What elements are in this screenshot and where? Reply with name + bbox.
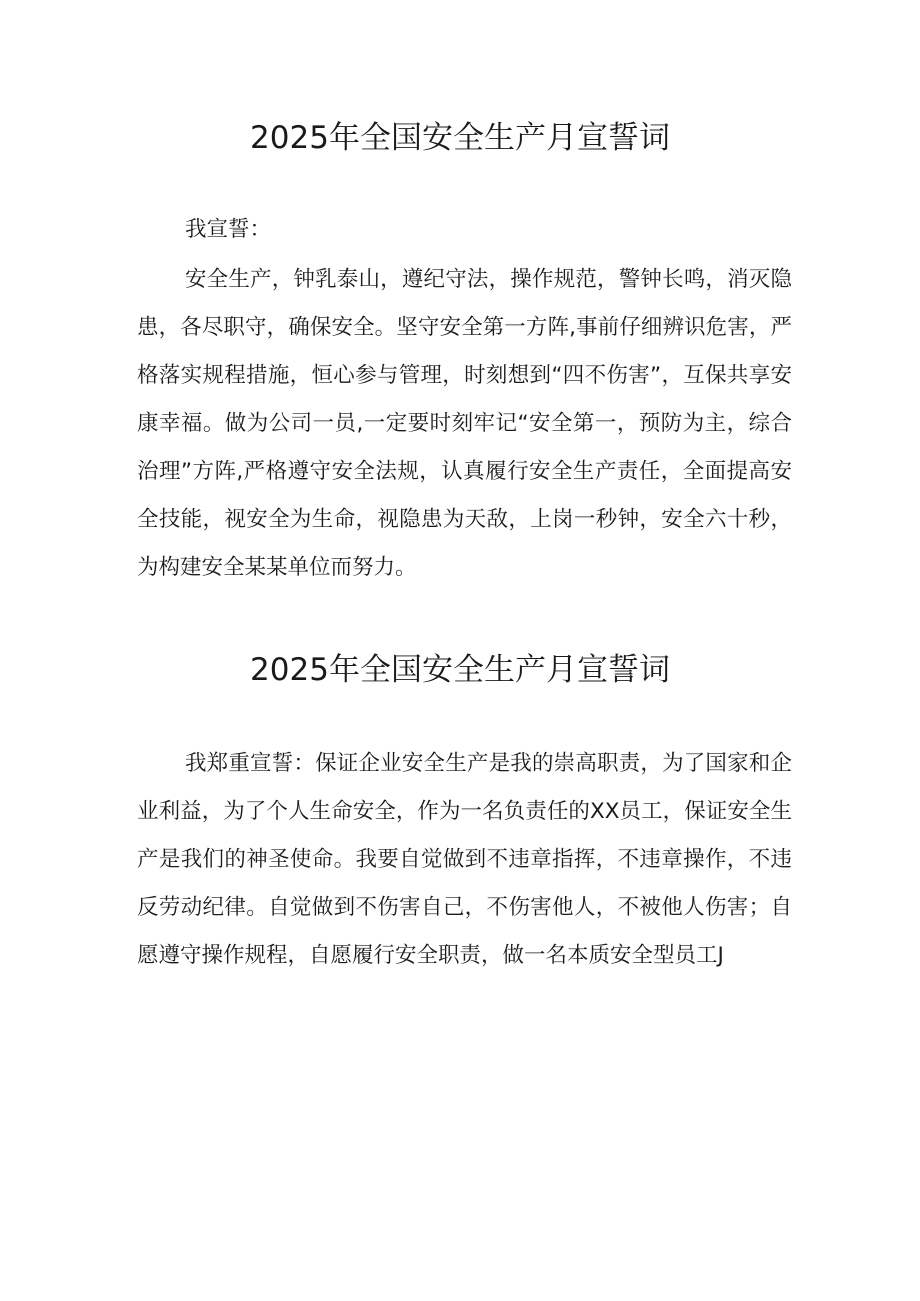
oath-paragraph: 安全生产，钟乳泰山，遵纪守法，操作规范，警钟长鸣，消灭隐患，各尽职守，确保安全。坚守安全第一方阵,事前仔细辨识危害，严格落实规程措施，恒心参与管理，时刻想到“四不伤害”，互保共享安康幸福。做为公司一员,一定要时刻牢记“安全第一，预防为主，综合治理”方阵,严格遵守安全法规，认真履行安全生产责任，全面提高安全技能，视安全为生命，视隐患为天敌，上岗一秒钟，安全六十秒，为构建安全某某单位而努力。 xyxy=(137,267,792,580)
oath-salutation: 我宣誓： xyxy=(185,217,272,242)
oath-paragraph-second: 我郑重宣誓：保证企业安全生产是我的崇高职责，为了国家和企业利益，为了个人生命安全，作为一名负责任的XX员工，保证安全生产是我们的神圣使命。我要自觉做到不违章指挥，不违章操作，不违反劳动纪律。自觉做到不伤害自己，不伤害他人，不被他人伤害；自愿遵守操作规程，自愿履行安全职责，做一名本质安全型员工J xyxy=(137,751,792,968)
document-title: 2025年全国安全生产月宣誓词 xyxy=(250,120,670,156)
document-title-second: 2025年全国安全生产月宣誓词 xyxy=(250,652,670,688)
